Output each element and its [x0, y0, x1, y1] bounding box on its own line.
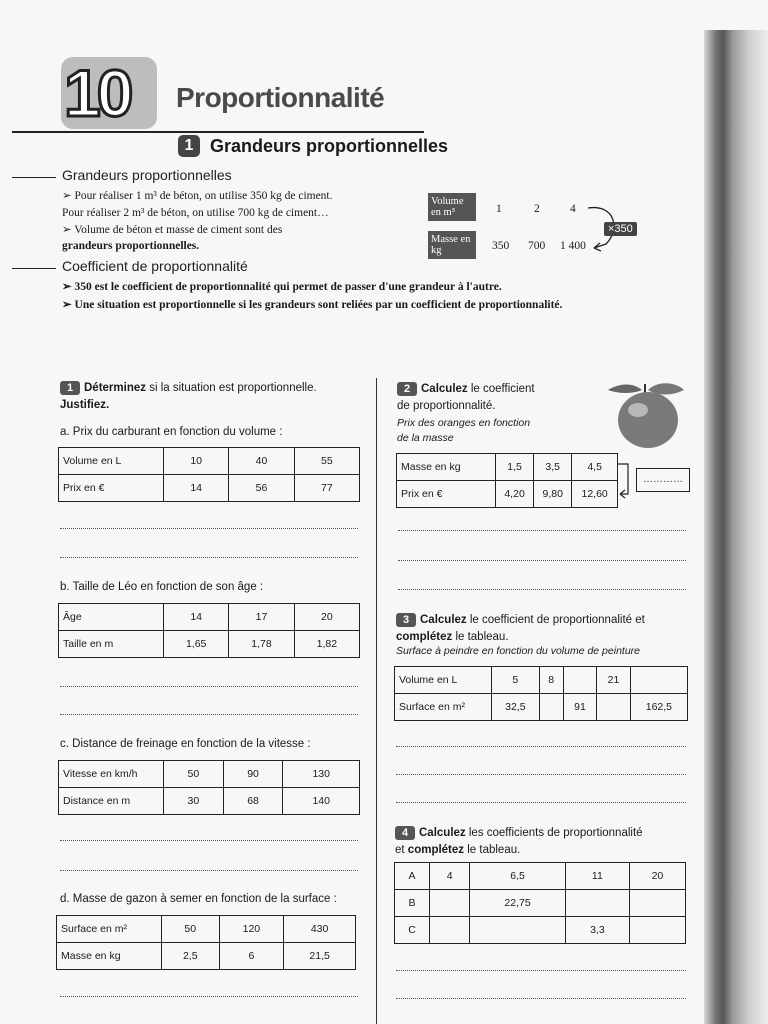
- table-cell[interactable]: [563, 667, 597, 694]
- table-cell: 10: [164, 448, 229, 475]
- ex4-instructions: [395, 825, 695, 859]
- factor-badge: ×350: [604, 222, 637, 236]
- table-cell: C: [395, 917, 430, 944]
- course-line-5: ➢ 350 est le coefficient de proportionnalité qui permet de passer d'une grandeur à l'autre.: [62, 281, 502, 293]
- coefficient-answer-box[interactable]: …………: [636, 468, 690, 492]
- heading-line: [12, 177, 56, 178]
- table-cell: Surface en m²: [57, 916, 162, 943]
- answer-line[interactable]: [60, 714, 358, 715]
- demo-value: 350: [492, 240, 510, 252]
- answer-line[interactable]: [60, 996, 358, 997]
- ex3-number: 3: [396, 613, 416, 627]
- table-cell: 11: [565, 863, 629, 890]
- table-cell: 91: [563, 694, 597, 721]
- ex2-caption-1: Prix des oranges en fonction: [397, 417, 531, 429]
- table-cell: 120: [219, 916, 284, 943]
- table-cell: Masse en kg: [57, 943, 162, 970]
- table-cell: Distance en m: [59, 788, 164, 815]
- column-divider: [376, 378, 377, 1024]
- ex2-number: 2: [397, 382, 417, 396]
- section-number: 1: [178, 135, 200, 157]
- ex1-c-title: c. Distance de freinage en fonction de la vitesse :: [60, 738, 311, 750]
- table-cell: 32,5: [492, 694, 540, 721]
- ex3-text: le coefficient de proportionnalité et: [466, 614, 645, 626]
- ex3-text-2: le tableau.: [452, 631, 509, 643]
- table-cell: Vitesse en km/h: [59, 761, 164, 788]
- table-cell: 50: [164, 761, 224, 788]
- section-title: Grandeurs proportionnelles: [210, 135, 449, 156]
- table-cell: 5: [492, 667, 540, 694]
- ex4-number: 4: [395, 826, 415, 840]
- table-cell: 3,5: [534, 454, 572, 481]
- answer-line[interactable]: [396, 998, 686, 999]
- demo-label-volume: Volume en m³: [428, 193, 476, 221]
- answer-line[interactable]: [396, 970, 686, 971]
- ex3-instructions: [396, 612, 696, 646]
- table-cell: 21: [597, 667, 631, 694]
- answer-line[interactable]: [398, 589, 686, 590]
- course-line-6: ➢ Une situation est proportionnelle si les grandeurs sont reliées par un coefficient de proportionnalité.: [62, 299, 563, 311]
- table-cell: 1,82: [294, 631, 359, 658]
- answer-line[interactable]: [396, 746, 686, 747]
- course-line-3: ➢ Volume de béton et masse de ciment sont des: [62, 224, 283, 236]
- demo-value: 4: [570, 203, 576, 215]
- ex2-text-2: de proportionnalité.: [397, 400, 496, 412]
- ex2-instructions: [397, 381, 617, 415]
- ex2-caption: [397, 416, 530, 446]
- demo-value: 2: [534, 203, 540, 215]
- chapter-number: 10: [64, 56, 130, 130]
- table-cell: 8: [539, 667, 563, 694]
- orange-fruit-icon: [606, 378, 686, 452]
- course-line-1: ➢ Pour réaliser 1 m³ de béton, on utilise 350 kg de ciment.: [62, 190, 333, 202]
- course-heading-2: Coefficient de proportionnalité: [62, 258, 248, 274]
- table-cell: 2,5: [162, 943, 220, 970]
- table-cell: 4: [430, 863, 470, 890]
- ex4-text: les coefficients de proportionnalité: [465, 827, 643, 839]
- table-cell: A: [395, 863, 430, 890]
- table-cell[interactable]: [629, 890, 685, 917]
- table-cell: Prix en €: [397, 481, 496, 508]
- table-cell: 6,5: [470, 863, 566, 890]
- table-cell: Taille en m: [59, 631, 164, 658]
- table-cell: 68: [223, 788, 283, 815]
- table-cell: Surface en m²: [395, 694, 492, 721]
- ex1-instructions: [60, 380, 370, 414]
- table-cell[interactable]: [630, 667, 687, 694]
- answer-line[interactable]: [396, 774, 686, 775]
- demo-label-mass: Masse en kg: [428, 231, 476, 259]
- course-heading-1: Grandeurs proportionnelles: [62, 167, 232, 183]
- ex4-verb-2: complétez: [407, 844, 465, 856]
- ex4-verb: Calculez: [419, 827, 466, 839]
- table-cell: 17: [229, 604, 294, 631]
- table-cell: 4,20: [496, 481, 534, 508]
- table-cell: 162,5: [630, 694, 687, 721]
- ex2-text: le coefficient: [467, 383, 535, 395]
- table-cell: 140: [283, 788, 360, 815]
- ex1-verb: Déterminez: [84, 382, 146, 394]
- demo-value: 700: [528, 240, 546, 252]
- table-cell: Volume en L: [59, 448, 164, 475]
- answer-line[interactable]: [398, 530, 686, 531]
- answer-line[interactable]: [60, 528, 358, 529]
- ex1-a-table: [58, 447, 360, 502]
- ex3-verb: Calculez: [420, 614, 467, 626]
- ex1-b-table: [58, 603, 360, 658]
- ex1-b-title: b. Taille de Léo en fonction de son âge :: [60, 581, 264, 593]
- table-cell: 1,5: [496, 454, 534, 481]
- table-cell: Âge: [59, 604, 164, 631]
- table-cell: 6: [219, 943, 284, 970]
- ex2-caption-2: de la masse: [397, 432, 454, 444]
- table-cell: 30: [164, 788, 224, 815]
- demo-value: 1 400: [560, 240, 586, 252]
- table-cell: 90: [223, 761, 283, 788]
- course-line-2: Pour réaliser 2 m³ de béton, on utilise 700 kg de ciment…: [62, 207, 329, 219]
- ex4-et: et: [395, 844, 408, 856]
- table-cell[interactable]: [430, 917, 470, 944]
- ex1-a-title: a. Prix du carburant en fonction du volume :: [60, 426, 283, 438]
- table-cell: Masse en kg: [397, 454, 496, 481]
- table-cell: Prix en €: [59, 475, 164, 502]
- answer-line[interactable]: [398, 560, 686, 561]
- answer-line[interactable]: [60, 840, 358, 841]
- table-cell: 1,65: [164, 631, 229, 658]
- ex4-text-2: le tableau.: [464, 844, 521, 856]
- ex3-caption: Surface à peindre en fonction du volume de peinture: [396, 645, 640, 657]
- ex4-table: [394, 862, 686, 944]
- table-cell: Volume en L: [395, 667, 492, 694]
- table-cell[interactable]: [629, 917, 685, 944]
- demo-value: 1: [496, 203, 502, 215]
- table-cell: 56: [229, 475, 294, 502]
- table-cell[interactable]: [470, 917, 566, 944]
- ex1-justify: Justifiez.: [60, 399, 110, 411]
- table-cell: 430: [284, 916, 356, 943]
- ex1-text: si la situation est proportionnelle.: [146, 382, 317, 394]
- ex3-verb-2: complétez: [396, 631, 453, 643]
- ex3-table: [394, 666, 688, 721]
- ex2-verb: Calculez: [421, 383, 468, 395]
- ex1-d-title: d. Masse de gazon à semer en fonction de la surface :: [60, 893, 337, 905]
- table-cell: 3,3: [565, 917, 629, 944]
- table-cell: 130: [283, 761, 360, 788]
- book-spine-shadow: [704, 30, 768, 1024]
- course-line-4: grandeurs proportionnelles.: [62, 240, 200, 252]
- chapter-title: Proportionnalité: [176, 82, 385, 113]
- table-cell: 22,75: [470, 890, 566, 917]
- table-cell: 12,60: [572, 481, 618, 508]
- heading-line: [12, 268, 56, 269]
- ex1-number: 1: [60, 381, 80, 395]
- table-cell: 20: [294, 604, 359, 631]
- table-cell: 9,80: [534, 481, 572, 508]
- table-cell: 14: [164, 475, 229, 502]
- section-heading: [178, 135, 448, 157]
- table-cell: 77: [294, 475, 359, 502]
- table-cell[interactable]: [539, 694, 563, 721]
- table-cell: 4,5: [572, 454, 618, 481]
- answer-line[interactable]: [60, 557, 358, 558]
- ex1-c-table: [58, 760, 360, 815]
- table-cell: 50: [162, 916, 220, 943]
- answer-line[interactable]: [60, 686, 358, 687]
- table-cell[interactable]: [597, 694, 631, 721]
- ex1-d-table: [56, 915, 356, 970]
- table-cell[interactable]: [565, 890, 629, 917]
- answer-line[interactable]: [396, 802, 686, 803]
- table-cell: 21,5: [284, 943, 356, 970]
- table-cell: B: [395, 890, 430, 917]
- table-cell[interactable]: [430, 890, 470, 917]
- answer-line[interactable]: [60, 870, 358, 871]
- table-cell: 1,78: [229, 631, 294, 658]
- table-cell: 20: [629, 863, 685, 890]
- table-cell: 40: [229, 448, 294, 475]
- table-cell: 14: [164, 604, 229, 631]
- ex2-table: [396, 453, 618, 508]
- table-cell: 55: [294, 448, 359, 475]
- header-rule: [12, 131, 424, 133]
